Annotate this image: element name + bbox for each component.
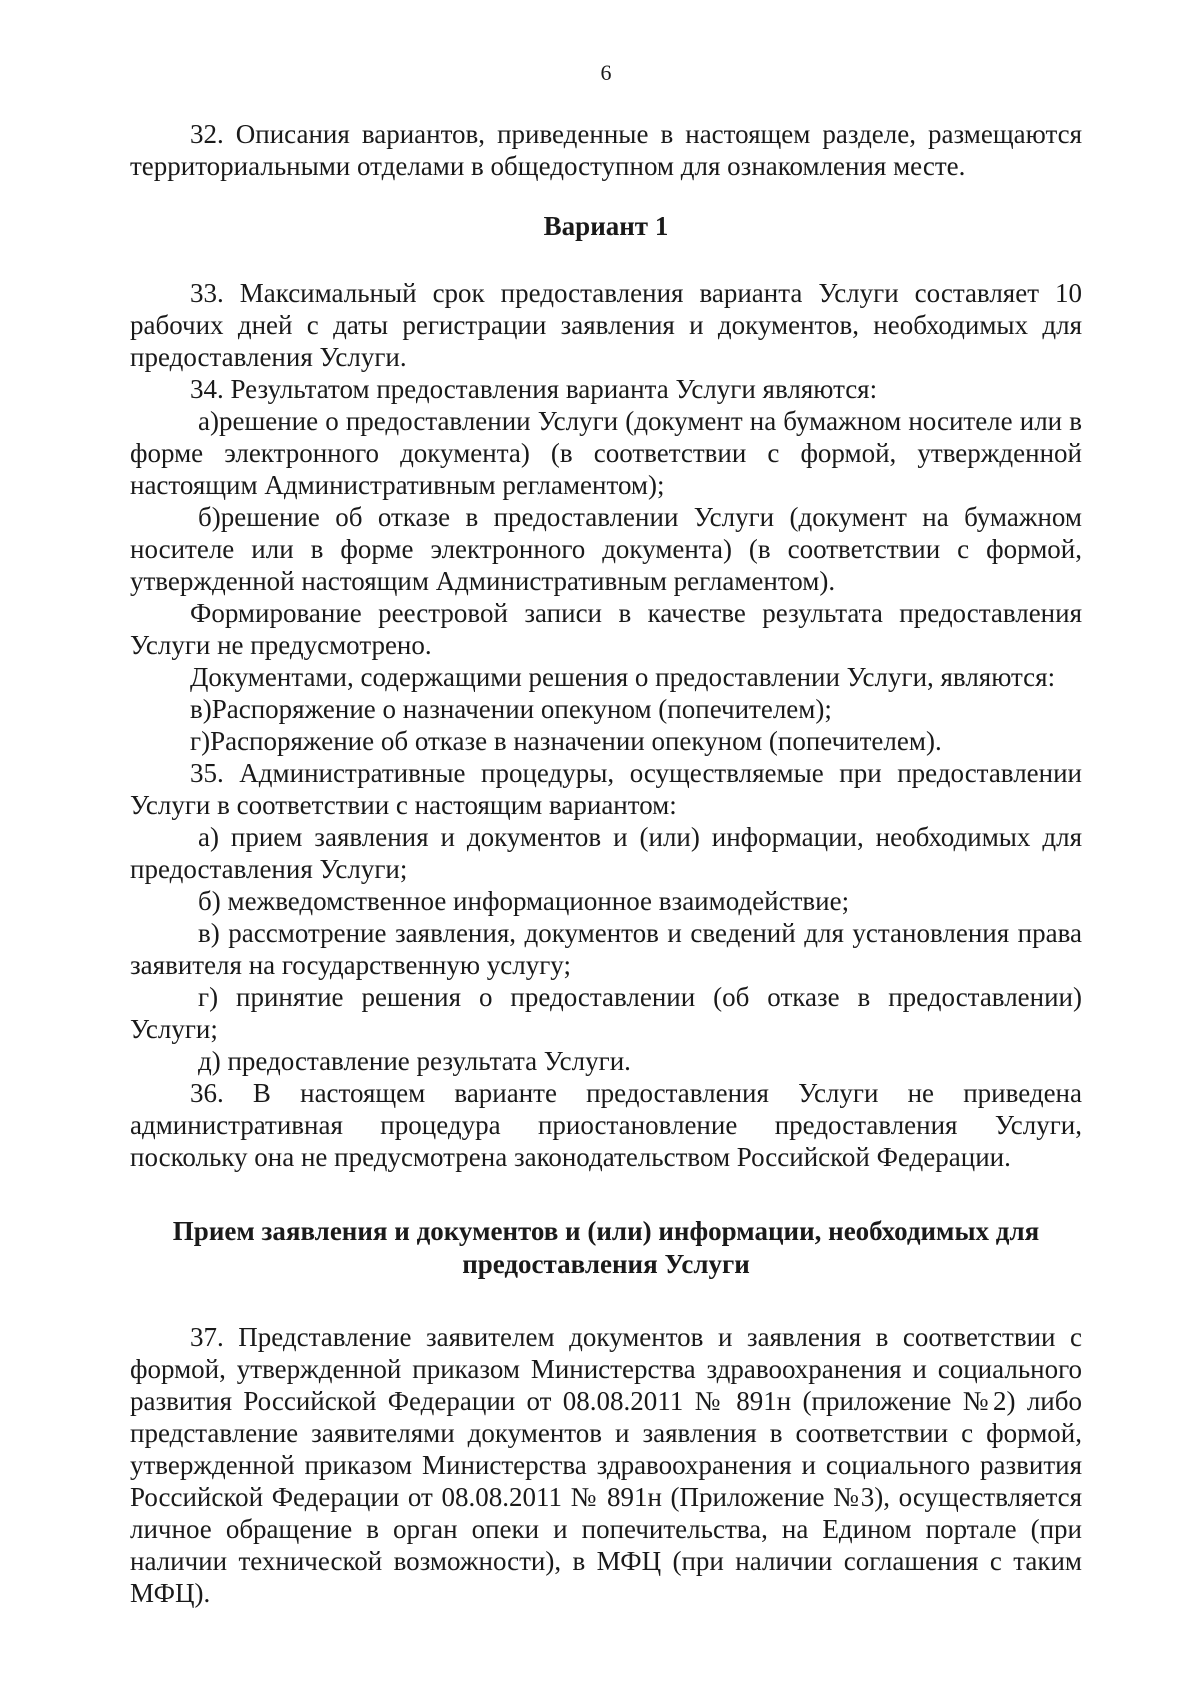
section-heading-variant-1: Вариант 1 bbox=[543, 211, 669, 241]
paragraph-registry-record: Формирование реестровой записи в качестве результата предоставления Услуги не предусмотрено. bbox=[130, 598, 1082, 660]
page-number: 6 bbox=[600, 60, 612, 85]
list-item-34a: а)решение о предоставлении Услуги (документ на бумажном носителе или в форме электронного документа) (в соответствии с формой, утвержденной настоящим Административным регламентом); bbox=[130, 406, 1082, 500]
paragraph-33: 33. Максимальный срок предоставления варианта Услуги составляет 10 рабочих дней с даты регистрации заявления и документов, необходимых для предоставления Услуги. bbox=[130, 278, 1082, 372]
list-item-decision-g: г)Распоряжение об отказе в назначении опекуном (попечителем). bbox=[190, 726, 942, 756]
list-item-35a: а) прием заявления и документов и (или) информации, необходимых для предоставления Услуги; bbox=[130, 822, 1082, 884]
list-item-35g: г) принятие решения о предоставлении (об отказе в предоставлении) Услуги; bbox=[130, 982, 1082, 1044]
paragraph-36: 36. В настоящем варианте предоставления Услуги не приведена административная процедура приостановление предоставления Услуги, поскольку она не предусмотрена законодательством Российской Федерации. bbox=[130, 1078, 1082, 1172]
list-item-35d: д) предоставление результата Услуги. bbox=[198, 1046, 631, 1076]
paragraph-35: 35. Административные процедуры, осуществляемые при предоставлении Услуги в соответствии с настоящим вариантом: bbox=[130, 758, 1082, 820]
paragraph-32: 32. Описания вариантов, приведенные в настоящем разделе, размещаются территориальными отделами в общедоступном для ознакомления месте. bbox=[130, 119, 1082, 181]
list-item-35b: б) межведомственное информационное взаимодействие; bbox=[198, 886, 850, 916]
paragraph-37: 37. Представление заявителем документов и заявления в соответствии с формой, утвержденной приказом Министерства здравоохранения и социального развития Российской Федерации от 08.08.2011 № 891н (приложение №2) либо представление заявителями документов и заявления в соответствии с формой, утвержденной приказом Министерства здравоохранения и социального развития Российской Федерации от 08.08.2011 № 891н (Приложение №3), осуществляется личное обращение в орган опеки и попечительства, на Едином портале (при наличии технической возможности), в МФЦ (при наличии соглашения с таким МФЦ). bbox=[130, 1322, 1082, 1608]
section-heading-application-intake: Прием заявления и документов и (или) информации, необходимых для предоставления Услуги bbox=[172, 1216, 1040, 1279]
list-item-decision-v: в)Распоряжение о назначении опекуном (попечителем); bbox=[190, 694, 832, 724]
list-item-35v: в) рассмотрение заявления, документов и сведений для установления права заявителя на государственную услугу; bbox=[130, 918, 1082, 980]
paragraph-decision-documents: Документами, содержащими решения о предоставлении Услуги, являются: bbox=[190, 662, 1056, 692]
list-item-34b: б)решение об отказе в предоставлении Услуги (документ на бумажном носителе или в форме электронного документа) (в соответствии с формой, утвержденной настоящим Административным регламентом). bbox=[130, 502, 1082, 596]
paragraph-34: 34. Результатом предоставления варианта Услуги являются: bbox=[190, 374, 878, 404]
